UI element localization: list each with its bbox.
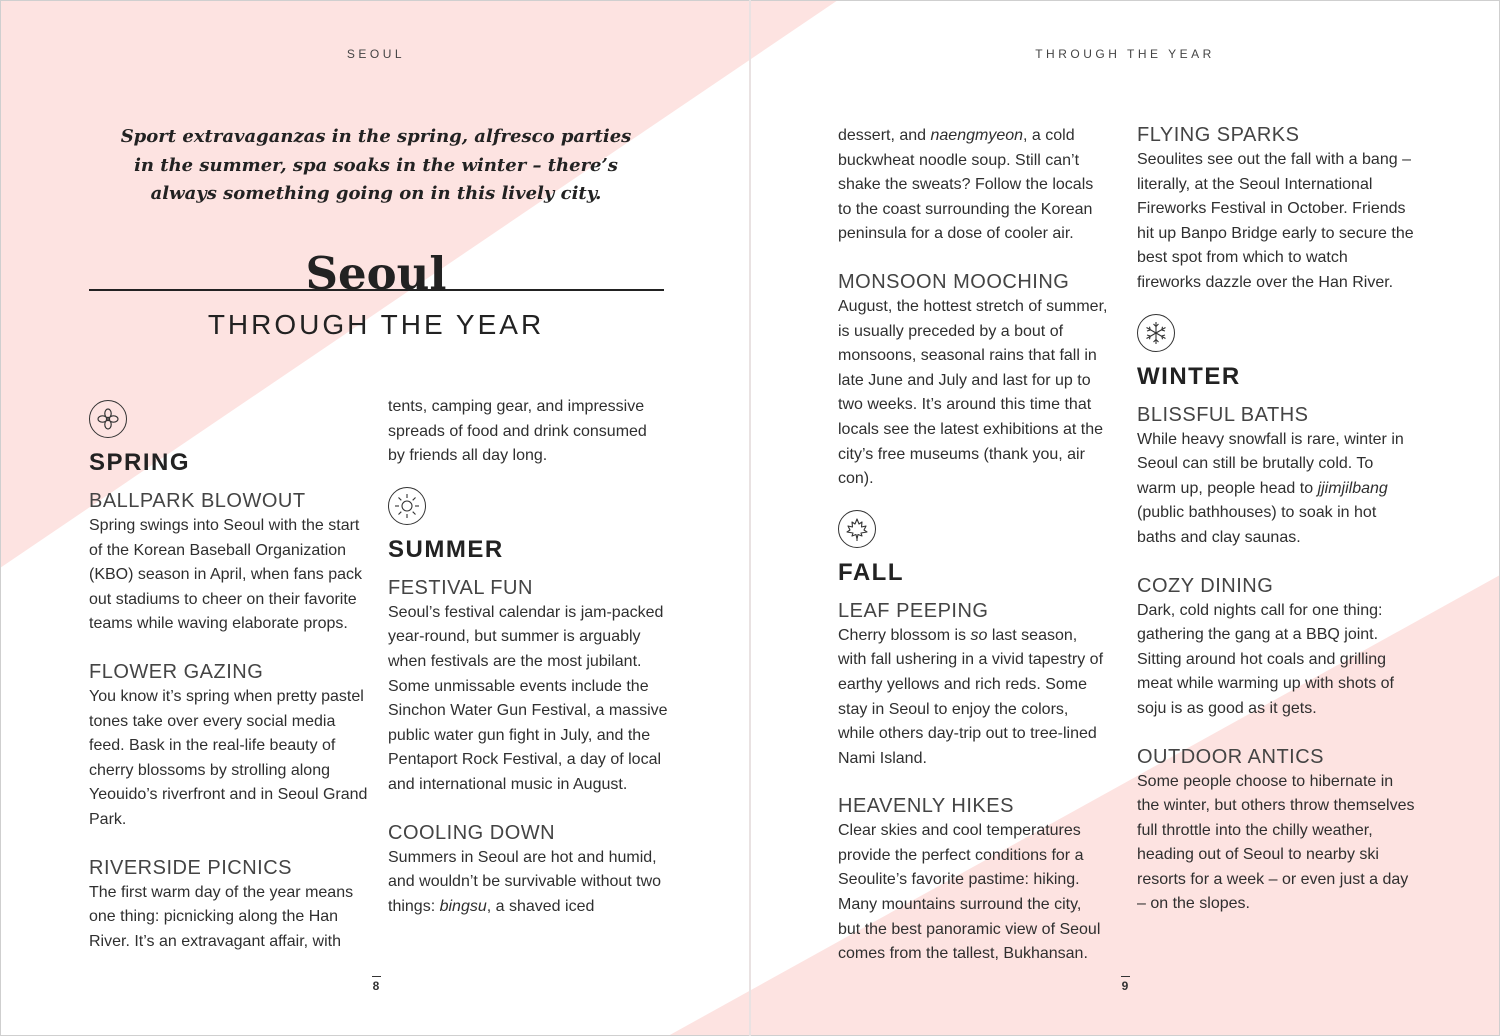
page-number-left: 8 bbox=[356, 976, 396, 993]
fall-column bbox=[838, 124, 1108, 989]
body-picnics-continued: tents, camping gear, and impressive spreads of food and drink consumed by friends all day long. bbox=[388, 398, 647, 465]
body-ballpark-blowout: Spring swings into Seoul with the start of the Korean Baseball Organization (KBO) season in April, when fans pack out stadiums to cheer on their favorite teams while waving elaborate props. bbox=[89, 517, 363, 633]
maple-leaf-icon bbox=[838, 510, 876, 548]
folio-bar-left bbox=[372, 976, 381, 977]
subhead-cooling-down: COOLING DOWN bbox=[388, 821, 556, 844]
page-subtitle: THROUGH THE YEAR bbox=[207, 309, 545, 340]
subhead-ballpark-blowout: BALLPARK BLOWOUT bbox=[89, 490, 306, 512]
intro-text: Sport extravaganzas in the spring, alfresco parties in the summer, spa soaks in the winter – there’s always something going on in this lively city. bbox=[120, 126, 632, 204]
body-leaf-peeping: Cherry blossom is so last season, with fall ushering in a vivid tapestry of earthy yellows and rich reds. Some stay in Seoul to enjoy the colors, while others day-trip out to tree-lined Nami Island. bbox=[838, 626, 1104, 767]
page-title: Seoul bbox=[305, 247, 447, 300]
season-title-spring: SPRING bbox=[89, 449, 191, 476]
subhead-flying-sparks: FLYING SPARKS bbox=[1137, 124, 1300, 146]
body-flying-sparks: Seoulites see out the fall with a bang – literally, at the Seoul International Fireworks Festival in October. Friends hit up Banpo Bridge early to secure the best spot from which to watch fireworks dazzle over the Han River. bbox=[1137, 151, 1414, 291]
subhead-leaf-peeping: LEAF PEEPING bbox=[838, 599, 989, 622]
body-outdoor-antics: Some people choose to hibernate in the winter, but others throw themselves full throttle into the chilly weather, heading out of Seoul to nearby ski resorts for a week – or even just a day – on the slopes. bbox=[1137, 772, 1415, 913]
book-gutter bbox=[749, 0, 751, 1036]
winter-column bbox=[1137, 122, 1415, 939]
season-title-summer: SUMMER bbox=[388, 535, 504, 563]
subhead-riverside-picnics: RIVERSIDE PICNICS bbox=[89, 856, 292, 879]
body-blissful-baths: While heavy snowfall is rare, winter in Seoul can still be brutally cold. To warm up, people head to jjimjilbang (public bathhouses) to soak in hot baths and clay saunas. bbox=[1137, 430, 1404, 546]
body-monsoon-mooching: August, the hottest stretch of summer, is usually preceded by a bout of monsoons, seasonal rains that fall in late June and July and last for up to two weeks. It’s around this time that locals see the latest exhibitions at the city’s free museums (thank you, air con). bbox=[838, 297, 1108, 488]
body-heavenly-hikes: Clear skies and cool temperatures provide the perfect conditions for a Seoulite’s favorite pastime: hiking. Many mountains surround the city, but the best panoramic view of Seoul comes from the tallest, Bukhansan. bbox=[838, 822, 1101, 963]
body-riverside-picnics: The first warm day of the year means one thing: picnicking along the Han River. It’s an extravagant affair, with bbox=[89, 883, 354, 950]
folio-bar-right bbox=[1121, 976, 1130, 977]
body-flower-gazing: You know it’s spring when pretty pastel tones take over every social media feed. Bask in the real-life beauty of cherry blossoms by strolling along Yeouido’s riverfront and in Seoul Grand Park. bbox=[89, 687, 368, 828]
subhead-flower-gazing: FLOWER GAZING bbox=[89, 660, 264, 683]
sun-icon bbox=[388, 487, 426, 525]
subhead-heavenly-hikes: HEAVENLY HIKES bbox=[838, 795, 1014, 818]
subhead-blissful-baths: BLISSFUL BATHS bbox=[1137, 403, 1309, 426]
summer-column bbox=[388, 395, 668, 941]
subhead-monsoon-mooching: MONSOON MOOCHING bbox=[838, 270, 1070, 293]
subhead-festival-fun: FESTIVAL FUN bbox=[388, 576, 533, 599]
body-cooling-down: Summers in Seoul are hot and humid, and wouldn’t be survivable without two things: bingsu, a shaved iced bbox=[388, 848, 662, 915]
body-cooling-continued: dessert, and naengmyeon, a cold buckwheat noodle soup. Still can’t shake the sweats? Follow the locals to the coast surrounding the Korean peninsula for a dose of cooler air. bbox=[838, 127, 1094, 243]
snowflake-icon bbox=[1137, 314, 1175, 352]
subhead-cozy-dining: COZY DINING bbox=[1137, 574, 1274, 597]
running-header-right: THROUGH THE YEAR bbox=[1035, 47, 1215, 61]
body-festival-fun: Seoul’s festival calendar is jam-packed year-round, but summer is arguably when festivals are the most jubilant. Some unmissable events include the Sinchon Water Gun Festival, a massive public water gun fight in July, and the Pentaport Rock Festival, a day of local and international music in August. bbox=[388, 603, 668, 793]
spring-column bbox=[89, 392, 369, 976]
page-number-right: 9 bbox=[1105, 976, 1145, 993]
season-title-winter: WINTER bbox=[1137, 362, 1241, 390]
body-cozy-dining: Dark, cold nights call for one thing: gathering the gang at a BBQ joint. Sitting around hot coals and grilling meat while warming up with shots of soju is as good as it gets. bbox=[1137, 601, 1394, 717]
subhead-outdoor-antics: OUTDOOR ANTICS bbox=[1137, 745, 1325, 768]
flower-icon bbox=[89, 400, 127, 438]
season-title-fall: FALL bbox=[838, 558, 904, 586]
running-header-left: SEOUL bbox=[346, 47, 406, 61]
